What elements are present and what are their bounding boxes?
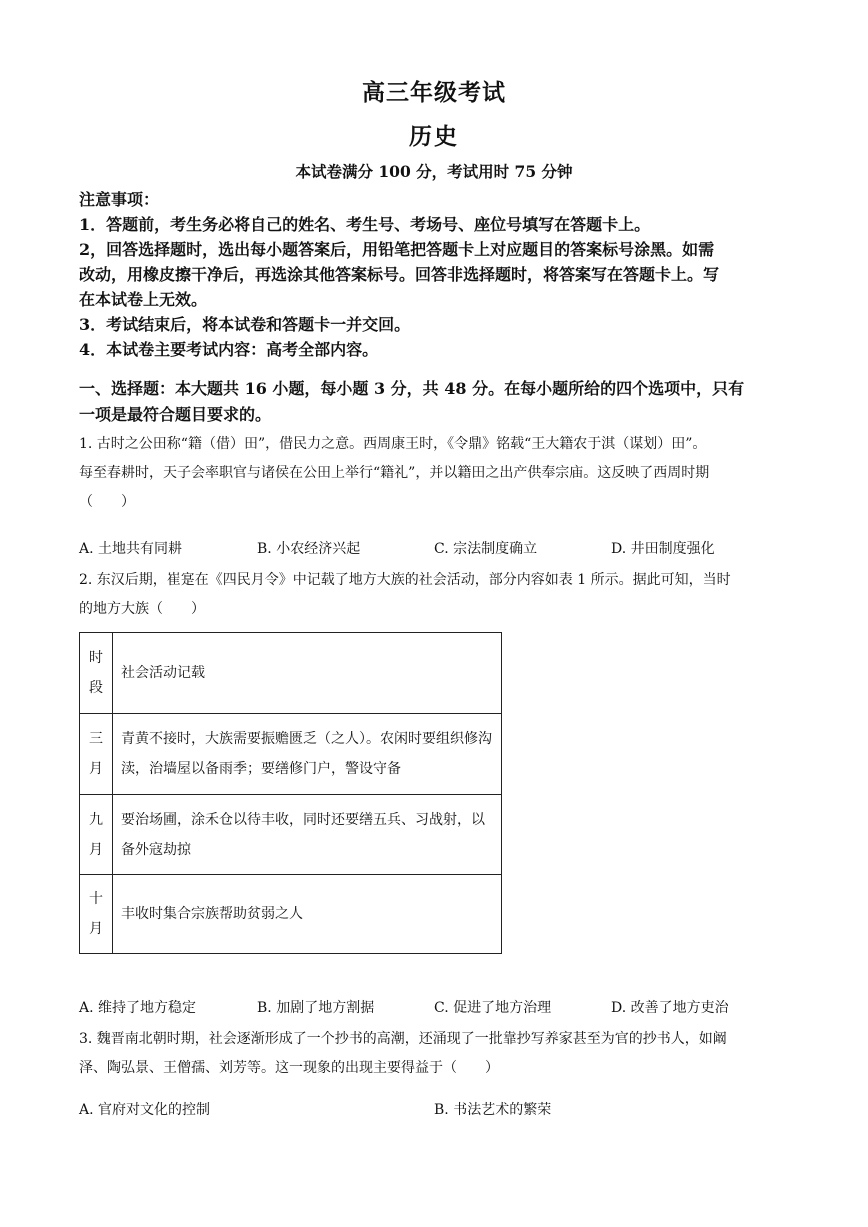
question-1-options bbox=[79, 538, 791, 562]
notice-item: 3．考试结束后，将本试卷和答题卡一并交回。 bbox=[79, 315, 411, 334]
notice-item: 2，回答选择题时，选出每小题答案后，用铅笔把答题卡上对应题目的答案标号涂黑。如需 bbox=[79, 240, 715, 259]
question-3 bbox=[79, 1025, 791, 1083]
option-c: C. 促进了地方治理 bbox=[434, 1000, 552, 1016]
section-instructions bbox=[79, 376, 791, 428]
question-text: 每至春耕时，天子会率职官与诸侯在公田上举行“籍礼”，并以籍田之出产供奉宗庙。这反映了西周时期 bbox=[79, 465, 710, 481]
question-text: 的地方大族（ ） bbox=[79, 601, 205, 617]
option-a: A. 官府对文化的控制 bbox=[79, 1102, 211, 1118]
question-2 bbox=[79, 566, 791, 624]
table-cell-period: 三月 bbox=[80, 714, 113, 795]
table-header-cell: 时段 bbox=[80, 633, 113, 714]
question-text: 3. 魏晋南北朝时期，社会逐渐形成了一个抄书的高潮，还涌现了一批靠抄写养家甚至为官的抄书人，如阚 bbox=[79, 1031, 727, 1047]
table-cell-period: 九月 bbox=[80, 795, 113, 875]
table-row bbox=[80, 795, 502, 875]
question-text: 泽、陶弘景、王僧孺、刘芳等。这一现象的出现主要得益于（ ） bbox=[79, 1060, 499, 1076]
option-b: B. 小农经济兴起 bbox=[257, 541, 361, 557]
exam-title: 高三年级考试 bbox=[362, 79, 506, 106]
table-cell-record: 要治场圃，涂禾仓以待丰收，同时还要缮五兵、习战射，以备外寇劫掠 bbox=[113, 795, 502, 875]
option-d: D. 井田制度强化 bbox=[611, 541, 715, 557]
option-a: A. 土地共有同耕 bbox=[79, 541, 183, 557]
notice-item: 4．本试卷主要考试内容：高考全部内容。 bbox=[79, 340, 379, 359]
option-b: B. 加剧了地方割据 bbox=[257, 1000, 375, 1016]
subject-title: 历史 bbox=[409, 123, 459, 150]
table-row bbox=[80, 714, 502, 795]
question-3-options bbox=[79, 1099, 791, 1123]
table-row bbox=[80, 875, 502, 954]
section-line: 一项是最符合题目要求的。 bbox=[79, 405, 272, 424]
question-text: 1. 古时之公田称“籍（借）田”，借民力之意。西周康王时，《令鼎》铭载“王大籍农于淇（谋划）田”。 bbox=[79, 436, 707, 452]
section-line: 一、选择题：本大题共 16 小题，每小题 3 分，共 48 分。在每小题所给的四个选项中，只有 bbox=[79, 379, 745, 398]
exam-meta: 本试卷满分 100 分，考试用时 75 分钟 bbox=[295, 162, 573, 181]
notice-block bbox=[79, 187, 791, 362]
notice-item: 在本试卷上无效。 bbox=[79, 290, 208, 309]
question-1 bbox=[79, 430, 791, 517]
question-2-options bbox=[79, 997, 791, 1021]
option-b: B. 书法艺术的繁荣 bbox=[434, 1102, 552, 1118]
table-cell-record: 丰收时集合宗族帮助贫弱之人 bbox=[113, 875, 502, 954]
notice-item: 改动，用橡皮擦干净后，再选涂其他答案标号。回答非选择题时，将答案写在答题卡上。写 bbox=[79, 265, 720, 284]
table-cell-period: 十月 bbox=[80, 875, 113, 954]
option-a: A. 维持了地方稳定 bbox=[79, 1000, 197, 1016]
table-header-cell: 社会活动记载 bbox=[113, 633, 502, 714]
table-header-row bbox=[80, 633, 502, 714]
table-cell-record: 青黄不接时，大族需要振赡匮乏（之人）。农闲时要组织修沟渎，治墙屋以备雨季；要缮修门户，警设守备 bbox=[113, 714, 502, 795]
question-text: 2. 东汉后期，崔寔在《四民月令》中记载了地方大族的社会活动，部分内容如表 1 所示。据此可知，当时 bbox=[79, 572, 731, 588]
question-text: （ ） bbox=[79, 494, 135, 510]
notice-heading: 注意事项： bbox=[79, 190, 160, 209]
activity-table bbox=[79, 632, 502, 954]
option-c: C. 宗法制度确立 bbox=[434, 541, 538, 557]
option-d: D. 改善了地方吏治 bbox=[611, 1000, 729, 1016]
notice-item: 1．答题前，考生务必将自己的姓名、考生号、考场号、座位号填写在答题卡上。 bbox=[79, 215, 651, 234]
